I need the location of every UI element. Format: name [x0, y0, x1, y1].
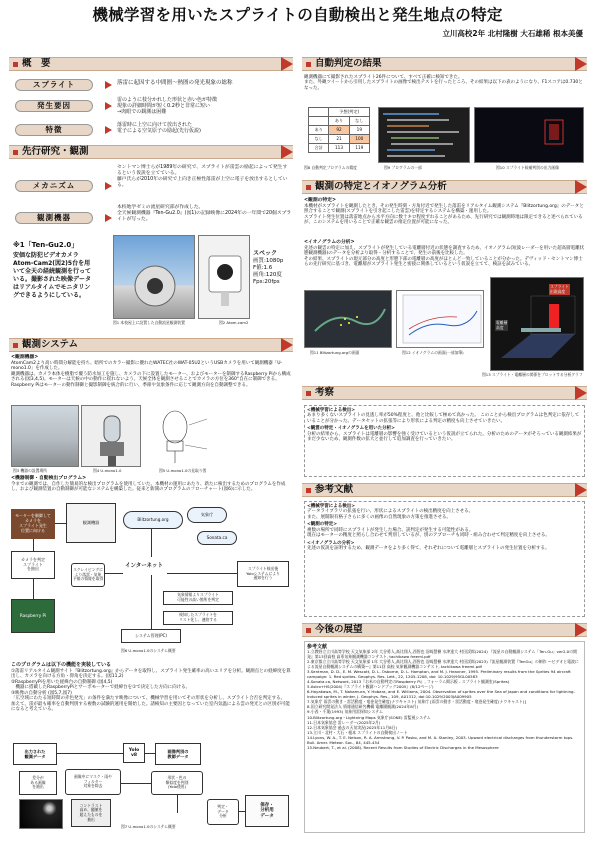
- note-text: 安価な防犯ビデオカメラAtom-Cam2(図2)5台を用いて全天の経続観測を行っている。撮影された映像データはリアルタイムでモニタリングできるようにしている。: [13, 252, 92, 300]
- col-yes: あり: [329, 117, 349, 126]
- fig13-caption: 図13 スプライト・電離層の関係をプロットする分析グラフ: [482, 372, 583, 377]
- cell-total-no: 119: [349, 144, 369, 153]
- system-flowchart: [11, 501, 291, 661]
- flow2-mask: 画像中にマスク・雨や フィルター 対象を除去: [65, 769, 121, 795]
- photo-atom-cam: [198, 235, 250, 319]
- connector: [121, 783, 151, 784]
- reference-item: 4.Sonata.ca, Network, 2013『お米の自動判定のRaspberry Pi』, フォーラム掲示板 - スプライト観測室(Sprites): [307, 678, 510, 684]
- flow-rpi-label: Raspberry Pi: [19, 613, 47, 619]
- connector: [167, 573, 237, 574]
- pr-t3: <イオノグラムの分析>: [307, 540, 355, 546]
- flow-rpi: [11, 599, 55, 633]
- analysis-t1: <観測の特定>: [304, 198, 337, 203]
- connector: [105, 573, 123, 574]
- arrow-right-icon: [105, 81, 112, 89]
- overview-text-cause: 雷のように枝分かれした形状と赤い色が特徴 現象の詳細時間が短く0.2秒と非常に短い →肉眼での観測は困難: [117, 97, 218, 116]
- reference-item: 14.Lyons, W. A., T. E. Nelson, R. A. Armstrong, V. P. Pasko, and M. A. Stanley, 2003. Upward electrical discharges from thunderstorm tops. Bull. Amer. Meteor. Soc., 84, 445-454: [307, 735, 574, 745]
- cell-fp: 21: [329, 135, 349, 144]
- spec-list: [253, 258, 293, 287]
- prior-label-equipment: 観測機器: [15, 212, 93, 224]
- section-discussion: [302, 386, 587, 400]
- photo-ten-gu: [113, 235, 195, 319]
- flow2-contrast: コントラスト 高め、閾値を 超えたものを 抽出: [71, 799, 111, 827]
- reference-item: 9.小西・千葉(1993) 気象用雷探知システム: [307, 709, 383, 715]
- arrow-right-icon: [105, 126, 112, 134]
- flow2-judge: 判定・ データ 分析: [207, 799, 239, 825]
- ionogram: [396, 290, 484, 348]
- photo-u-mono: [81, 405, 141, 467]
- reference-item: 10.Blitzortung.org・Lightning Maps 気象庁(SONE) 雷監視システム: [307, 714, 431, 720]
- overview-label-sprite: スプライト: [15, 79, 93, 91]
- reference-item: 1.立教野立立川高等学校 天文気象部 2年 大谷勇人,髙比翔人,西智也 沼崎慧樹 水津達大 村田渓郎(2024) 『流星の自動観測システム「Ten-Gu」ver2.0の開発』第13回高校 高専気象観測機器コンテスト, tachikawa freeml.pdf: [307, 649, 577, 659]
- photo-night-sky: [19, 799, 63, 829]
- flow-system: システム管理(PC): [121, 629, 181, 643]
- prior-label-mechanism: メカニズム: [15, 180, 93, 192]
- ref-head: 参考文献: [307, 644, 328, 650]
- overview-label-cause: 発生要因: [15, 100, 93, 112]
- system-intro-title: <観測機器>: [11, 355, 39, 360]
- disc-p2: 分析の結果から、スプライトは電離層の影響を強く受けているという仮説が立てられた。分析のためのデータがそろっている観測結果がまだ少ないため、観測件数の拡大と並行して追加調査を行っていきたい。: [307, 431, 582, 443]
- right-column: [302, 55, 587, 835]
- connector: [57, 753, 123, 754]
- judge-text: 観測機器にて撮影されたスプライト26件について、すべて正確に検知できた。 また、外観ツイートから引用したスプライトの画像で検出テストを行ったところ、その結果は以下の表のようになり、F1スコアは0.730となった。: [304, 75, 583, 91]
- left-column: [9, 55, 293, 835]
- fig11-caption: 図11 Blitzortung.orgの画面: [310, 350, 360, 355]
- section-arrow-icon: [281, 57, 293, 71]
- flow-cloud-jma: 気象庁: [187, 507, 227, 523]
- connector: [33, 579, 34, 599]
- connector: [151, 575, 152, 629]
- disc-t2: <観雲の特定・イオノグラムを用いた分析>: [307, 426, 395, 432]
- reference-item: 7.気象庁 雨雲の動き・雷活動度・竜巻発生確度(ナウキャスト) 気象庁 [雨雲の動き・雷活動度・竜巻発生確度(ナウキャスト)]: [307, 699, 526, 705]
- connector: [55, 523, 66, 524]
- fig2-caption: 図2 Atom-cam2: [219, 320, 249, 325]
- detection-flowchart: [11, 741, 291, 833]
- section-title: 自動判定の結果: [315, 58, 382, 70]
- cell-tp: 92: [329, 126, 349, 135]
- section-title: 観測の特定とイオノグラム分析: [315, 181, 447, 193]
- fig7-caption: 図7 U-mono1.0のシステム概要: [121, 824, 176, 829]
- flow2-yolo: Yolo v8: [123, 743, 145, 763]
- row-total: 合計: [309, 144, 329, 153]
- section-arrow-icon: [575, 386, 587, 400]
- section-prior: [9, 145, 293, 159]
- section-arrow-icon: [281, 145, 293, 159]
- flow2-output: 出力された 観測データ: [13, 743, 57, 765]
- cell-fn: 19: [349, 126, 369, 135]
- section-arrow-icon: [575, 180, 587, 194]
- reference-item: 12.日本気象協会 過去の天気実況(2025年11月8日): [307, 724, 398, 730]
- reference-item: 13.立川・北村・大石・根本 スプライトの自動検出ノート: [307, 730, 408, 736]
- pr-p3: 先述の仮説を証明するため、観測データをより多く得て、それぞれについて電離層とスプライトの発生位置を分析する。: [307, 546, 550, 552]
- reference-item: 11.日本気象協会 雷レーダー(2025年2月): [307, 719, 381, 725]
- discussion-box: [304, 405, 585, 477]
- reference-item: 2.東京都立立川高等学校 天文気象部 1年 大谷勇人,髙比翔人,西智也 沼崎慧樹 水津達大 村田渓郎(2023)『流星観測装置『TenGu』の制作 ～ビデオと電波による流星自動観測システムの構築～』第11回 高校 気象観測機器コンテスト, tachikawa freeml.pdf: [307, 659, 579, 669]
- fig4-caption: 図4 U-mono1.0: [93, 468, 122, 473]
- fig9-caption: 図9 プログラムの一部: [384, 165, 422, 170]
- section-title: 考察: [315, 387, 335, 399]
- col-no: なし: [349, 117, 369, 126]
- flow-obs-label: 観測機器: [82, 520, 100, 526]
- pr-p2: 複数の場所で同時にスプライトが発生した場合、誤判定が発生する可能性がある。 現在はモーターの精度と照らし合わせて判別しているが、別のアプローチも同時・組み合わせて判定精度を向上させる。: [307, 527, 550, 539]
- arrow-right-icon: [105, 182, 112, 190]
- fig6-caption: 図6 U-mono1.0のシステム概要: [121, 648, 176, 653]
- section-arrow-icon: [575, 483, 587, 497]
- flow-observatory: [66, 503, 116, 543]
- fig3-caption: 図3 機器の設置場所: [13, 468, 47, 473]
- program-text: 今までの観測では、自作した簡易的な検出プログラムを使用していた。本機材の運用にあたり、新たに検出するためのプログラムを作成し、および観測装置の自動制御が可能なシステムを構築した。従来と新開のプログラムのフローチャート(図6)に示した。: [11, 482, 286, 493]
- section-title: 概 要: [22, 58, 51, 70]
- blitzortung-map: [304, 290, 392, 348]
- section-title: 今後の展望: [315, 624, 363, 636]
- fig5-caption: 図5 U-mono1.0の見取り図: [159, 468, 207, 473]
- connector: [151, 529, 152, 557]
- row-no: なし: [309, 135, 329, 144]
- section-arrow-icon: [575, 623, 587, 637]
- program-title: <機器制御・自動検出プログラム>: [11, 476, 87, 481]
- overview-label-feature: 特徴: [15, 124, 93, 136]
- flow-internet: インターネット: [121, 557, 167, 575]
- flow-somata: Sonata.ca: [197, 531, 237, 545]
- drawing-u-mono: [145, 405, 215, 467]
- analysis-p1: 本機材がスプライトを観測したとき、その発生時刻・方角付近で発生した落雷をリアルタイム観測システム『Blitzortung.org』のデータと照合することで観測(スプライトを引き起こした雷雲)を特定するシステムを構築・運用した。 スプライト発生位置は落雷地点から水平方向に数十キロ程度ずれることがあるため、先行研究では観測時地は限定できると述べられているが、このシステムを用いることで正確な観雲の推定位置が可能になった。: [304, 204, 584, 226]
- flow-scrape: スクレイピングに より落雷・気象 予報の情報を取得: [71, 563, 105, 587]
- label-sprite-height: スプライト 出現高度: [550, 284, 569, 294]
- flow2-save: 保存・ 分析用 データ: [245, 795, 289, 827]
- photo-install-site: [11, 405, 79, 467]
- pr-t1: <機械学習による検出>: [307, 504, 356, 509]
- prospect-box: [304, 501, 585, 617]
- section-arrow-icon: [575, 57, 587, 71]
- pr-p1: データライブラリの拡張を行い、形状によるスプライトの検出精度を向上させる。 また、展開限有格子さらに多くの画像の自然現象の方策を推進させる。: [307, 509, 474, 520]
- flow-weather: 気象情報よりスプライト 可能性の高い箇所を判定: [163, 591, 233, 605]
- authors: 立川高校2年 北村隆樹 大石雄稀 根本美優: [442, 29, 583, 38]
- spec-item: Fps:20fps: [253, 279, 280, 286]
- arrow-right-icon: [105, 102, 112, 110]
- overview-text-feature: 落雷時に上空に向けて放出された 電子による空気原子の励起(先行仮説): [117, 122, 201, 135]
- fig1-caption: 図1 本校屋上に設置した自動流星観測装置: [113, 320, 185, 325]
- label-iono-height: 電離層 高度: [496, 320, 508, 330]
- connector: [239, 811, 245, 812]
- system-intro-text: AtomCam2より高い時間分解能を持ち、暗所でのカラー撮影に優れたWATEC社のWAT-05U2というUSBカメラを用いて観測機器「U-mono1.0」を作成した。 観測機器は、カメラ本体を樹脂で覆う防水加工を施し、カメラの下に設置したモーター、およびモーターを制御するRaspberry Piから構成される(図3,4,5)。モーターは天候の中の動作に揺れないよう、天候全体を観測させることでカメラの方位を360°自在に制御できる。Raspberry Piはモーターの動作制御と撮影制御を統合的に行い、季節や気象条件に応じて観測方向を自動調整できる。: [11, 361, 291, 388]
- reference-item: 5.Astro+HS(2004)『スプライト観測ハンドブック2005』(8/12ページ): [307, 684, 434, 690]
- flow-motor: モーターを制御して カメラを スプライト発生 位置に向ける: [11, 509, 55, 539]
- analysis-t2: <イオノグラムの分析>: [304, 240, 355, 245]
- poster-title: 機械学習を用いたスプライトの自動検出と発生地点の特定: [92, 6, 503, 24]
- confusion-table: [308, 107, 370, 159]
- detection-output-image: [474, 107, 584, 163]
- sprite-ionosphere-plot: [490, 277, 584, 371]
- reference-item: 6.Hayakawa, M., T. Nakamura, Y. Hobara, and E. Williams, 2004. Observation of sprites over the Sea of Japan and conditions for lightning-induced sprites in winter. J. Geophys. Res., 109, A01312, doi:10.1029/2003JA009905: [307, 689, 575, 699]
- detail-text: ①落雷リアルタイム観測サイト『Blitzortung.org』からデータを取得し、スプライト発生確率の高いエリアを分析。観測点との経緯度を算出し、カメラを向ける方角・仰角を決定する。(図11,2) ②RaspberryPiを用いた経緯台の自動制御 (図4,5) 機器に搭載したRaspberryPiとサーボモーターで経緯台を①で決定した方向に向ける。 ③映像の自動分析 (図5,7,図7) 「広空域にわたる短時間の赤色発光」の条件を満たす映像について、機械学習を用いてその形状を分析し、スプライト合否を判定する。 加えて、雷が最も確率を自動判別する複数の試験的運用を開始した。諸検知の主要因となっていた室内気温による雲の発光との区別が可能になると考えている。: [11, 669, 291, 713]
- disc-p1: あまり多くないスプライトの見逃し率が50%程度と、他と比較して極めて高かった。 このことから検出プログラムは色判定に依存していることが分かった。データセットの拡張等により形状による判定の精度も向上させていきたい。: [307, 413, 580, 424]
- disc-t1: <機械学習による検出>: [307, 408, 356, 413]
- code-screenshot: [378, 107, 470, 163]
- spec-item: 画質:1080p: [253, 258, 284, 264]
- flow-analyze: 検知したスプライトを リスト化し、連絡する: [163, 611, 233, 625]
- reference-item: 15.Neubert, T., et al. (2008). Recent Results from Studies of Electric Discharges in the Mesosphere: [307, 745, 499, 751]
- analysis-p2: 先述の観雲の特定に加え、スプライトが発生している電離層付近の状態を調査するため、イオノグラム(短波レーダーを用いた超高層電離状態観測機器)のデータを分析より取得・分析することで、発生の前後を比較した。 その結果、スプライトの現元部分の高度と形態下部の電離層の高度がほとんど一致していることが分かった。デヴィッド・セントマン博士らの先行研究に基づき、電離層がスプライト発生と密接に関係しているという仮説を立てて、検証を試みている。: [304, 246, 585, 268]
- reference-item: 3.Sentman, D. D., E. M. Wescott, D. L. Osborne, D. L. Hampton, and M. J. Heavner, 1995. Preliminary results from the Sprites 94 aircraft campaign: 1. Red sprites. Geophys. Res. Lett., 22, 1205-1208, doi: 10.1029/95GL00583: [307, 668, 571, 679]
- section-system: [9, 338, 293, 352]
- section-arrow-icon: [281, 338, 293, 352]
- section-judge: [302, 57, 587, 71]
- cell-total-yes: 113: [329, 144, 349, 153]
- flow-blitz: Blitzortung.org: [123, 511, 183, 529]
- section-title: 先行研究・観測: [22, 146, 89, 158]
- detail-title: このプログラムは以下の機能を実装している: [11, 662, 111, 668]
- section-title: 観測システム: [22, 339, 79, 351]
- overview-text-sprite: 落雷に起因する中間圏〜熱圏の発光現象の総称: [117, 80, 233, 86]
- flow-cam-detect: カメラを判定 スプライト を抽出: [11, 551, 55, 579]
- table-title: 予想(判定): [329, 108, 370, 117]
- connector: [33, 539, 34, 551]
- spec-title: スペック: [253, 250, 278, 257]
- cell-tn: 100: [349, 135, 369, 144]
- arrow-right-icon: [105, 214, 112, 222]
- reference-item: 8.国立研究開発法人 情報通信研究機構 電離圏観測(2024年8月): [307, 704, 419, 710]
- pr-t2: <観測の特定>: [307, 522, 338, 528]
- prior-mechanism-text: セントマン博士らが1989年の研究で、スプライトが雷雲の励起によって発生するという仮説を立てている。 藤戸氏らが2010年の研究で上向き正極性落雷が上空に電子を放出するとしている。: [117, 165, 288, 188]
- reference-list: [304, 641, 585, 833]
- flow-detect-notify: スプライト検出後 Yoloシステムにより 通知を行う: [237, 561, 289, 587]
- flow2-diff: 差分が ある画像 を抽出: [19, 771, 57, 795]
- flow2-teacher: 画像判別の 教師データ: [155, 743, 201, 765]
- section-future: [302, 623, 587, 637]
- section-title: 参考文献: [315, 484, 354, 496]
- confusion-matrix: [308, 107, 370, 153]
- section-analysis: [302, 180, 587, 194]
- connector: [145, 753, 155, 754]
- fig12-caption: 図12 イオノグラムの画面(一部加筆): [402, 350, 464, 355]
- row-yes: あり: [309, 126, 329, 135]
- fig8-caption: 図8 自動判定プログラムの精度: [304, 165, 357, 170]
- prior-equipment-text: 本校地学ゼミの流星研究部が作成した。 全天候観測機器『Ten-Gu2.0』(図1)の記録映像に2024年の一年間で20個スプライトが写った。: [117, 205, 292, 222]
- fig10-caption: 図10 スプライト候補判別の出力画像: [496, 165, 559, 170]
- spec-item: F値:1.6: [253, 265, 273, 272]
- spec-item: 画角:120度: [253, 272, 282, 279]
- flow2-shape: 形状・色の 類似度を判別 (Yolo使用): [151, 771, 203, 795]
- section-overview: [9, 57, 293, 71]
- connector: [177, 795, 178, 813]
- section-refs-head: [302, 483, 587, 497]
- note-title: ※1「Ten-Gu2.0」: [13, 241, 79, 249]
